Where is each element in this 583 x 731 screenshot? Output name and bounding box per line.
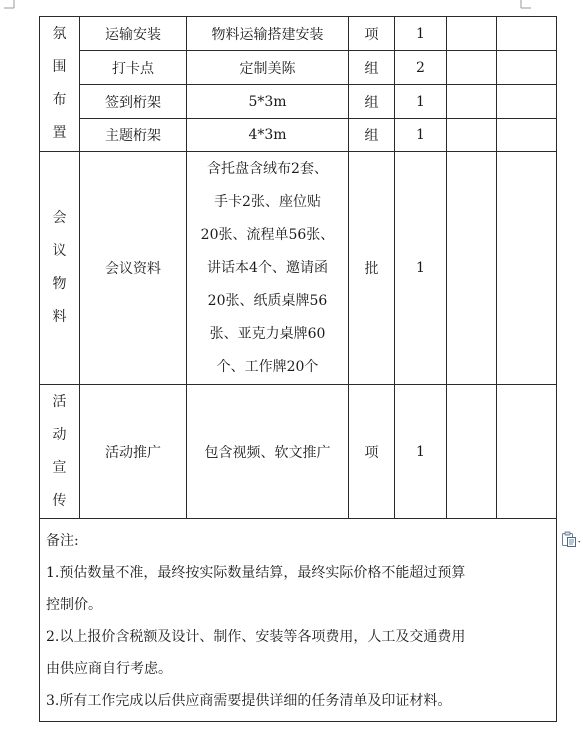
item-cell: 会议资料 [80, 152, 187, 385]
note-line: 控制价。 [46, 597, 102, 613]
empty-cell [497, 51, 557, 85]
qty-cell: 1 [395, 152, 447, 385]
category-char: 物 [52, 276, 67, 292]
category-char: 宣 [52, 459, 67, 476]
content-line: 张、亚克力桌牌60 [209, 325, 326, 342]
empty-cell [447, 85, 497, 119]
category-char: 动 [52, 426, 67, 443]
content-line: 20张、纸质桌牌56 [207, 292, 328, 309]
qty-cell: 1 [395, 85, 447, 119]
note-line: 由供应商自行考虑。 [46, 661, 172, 677]
table-row [40, 119, 557, 152]
category-cell-materials [40, 152, 80, 385]
table-row [40, 51, 557, 85]
empty-cell [447, 51, 497, 85]
empty-cell [497, 385, 557, 519]
notes-row [40, 519, 557, 722]
empty-cell [497, 17, 557, 51]
content-line: 个、工作牌20个 [216, 358, 319, 375]
content-cell: 4*3m [187, 119, 349, 152]
qty-cell: 1 [395, 385, 447, 519]
item-cell: 运输安装 [80, 17, 187, 51]
unit-cell: 项 [349, 17, 395, 51]
item-cell: 签到桁架 [80, 85, 187, 119]
notes-cell [40, 519, 557, 722]
note-line: 3.所有工作完成以后供应商需要提供详细的任务清单及印证材料。 [46, 693, 452, 709]
qty-cell: 1 [395, 17, 447, 51]
unit-cell: 组 [349, 119, 395, 152]
content-line: 含托盘含绒布2套、 [207, 160, 328, 177]
qty-cell: 2 [395, 51, 447, 85]
note-line: 1.预估数量不准，最终按实际数量结算，最终实际价格不能超过预算 [46, 565, 466, 581]
category-char: 置 [52, 125, 67, 141]
category-char: 传 [52, 492, 67, 509]
content-cell: 物料运输搭建安装 [187, 17, 349, 51]
content-cell: 定制美陈 [187, 51, 349, 85]
empty-cell [447, 119, 497, 152]
category-char: 活 [52, 393, 67, 410]
table-row [40, 385, 557, 519]
empty-cell [447, 385, 497, 519]
empty-cell [497, 152, 557, 385]
content-line: 手卡2张、座位贴 [214, 193, 321, 210]
paste-options-icon[interactable] [561, 530, 583, 550]
content-line: 20张、流程单56张、 [200, 226, 335, 243]
unit-cell: 组 [349, 51, 395, 85]
unit-cell: 项 [349, 385, 395, 519]
unit-cell: 批 [349, 152, 395, 385]
empty-cell [497, 85, 557, 119]
item-cell: 打卡点 [80, 51, 187, 85]
unit-cell: 组 [349, 85, 395, 119]
note-line: 2.以上报价含税额及设计、制作、安装等各项费用，人工及交通费用 [46, 629, 466, 645]
item-cell: 活动推广 [80, 385, 187, 519]
category-cell-atmosphere [40, 17, 80, 152]
table-row [40, 17, 557, 51]
content-cell-multiline [187, 152, 349, 385]
category-char: 氛 [52, 26, 67, 42]
category-char: 布 [52, 92, 67, 108]
content-cell: 5*3m [187, 85, 349, 119]
table-row [40, 152, 557, 385]
category-char: 会 [52, 210, 67, 226]
qty-cell: 1 [395, 119, 447, 152]
empty-cell [447, 152, 497, 385]
category-char: 围 [52, 59, 67, 75]
category-char: 议 [52, 243, 67, 259]
empty-cell [497, 119, 557, 152]
empty-cell [447, 17, 497, 51]
quote-table [39, 16, 557, 722]
table-row [40, 85, 557, 119]
content-cell: 包含视频、软文推广 [187, 385, 349, 519]
category-char: 料 [52, 309, 67, 325]
category-cell-promotion [40, 385, 80, 519]
content-line: 讲话本4个、邀请函 [207, 259, 328, 276]
item-cell: 主题桁架 [80, 119, 187, 152]
notes-title: 备注: [46, 533, 79, 549]
